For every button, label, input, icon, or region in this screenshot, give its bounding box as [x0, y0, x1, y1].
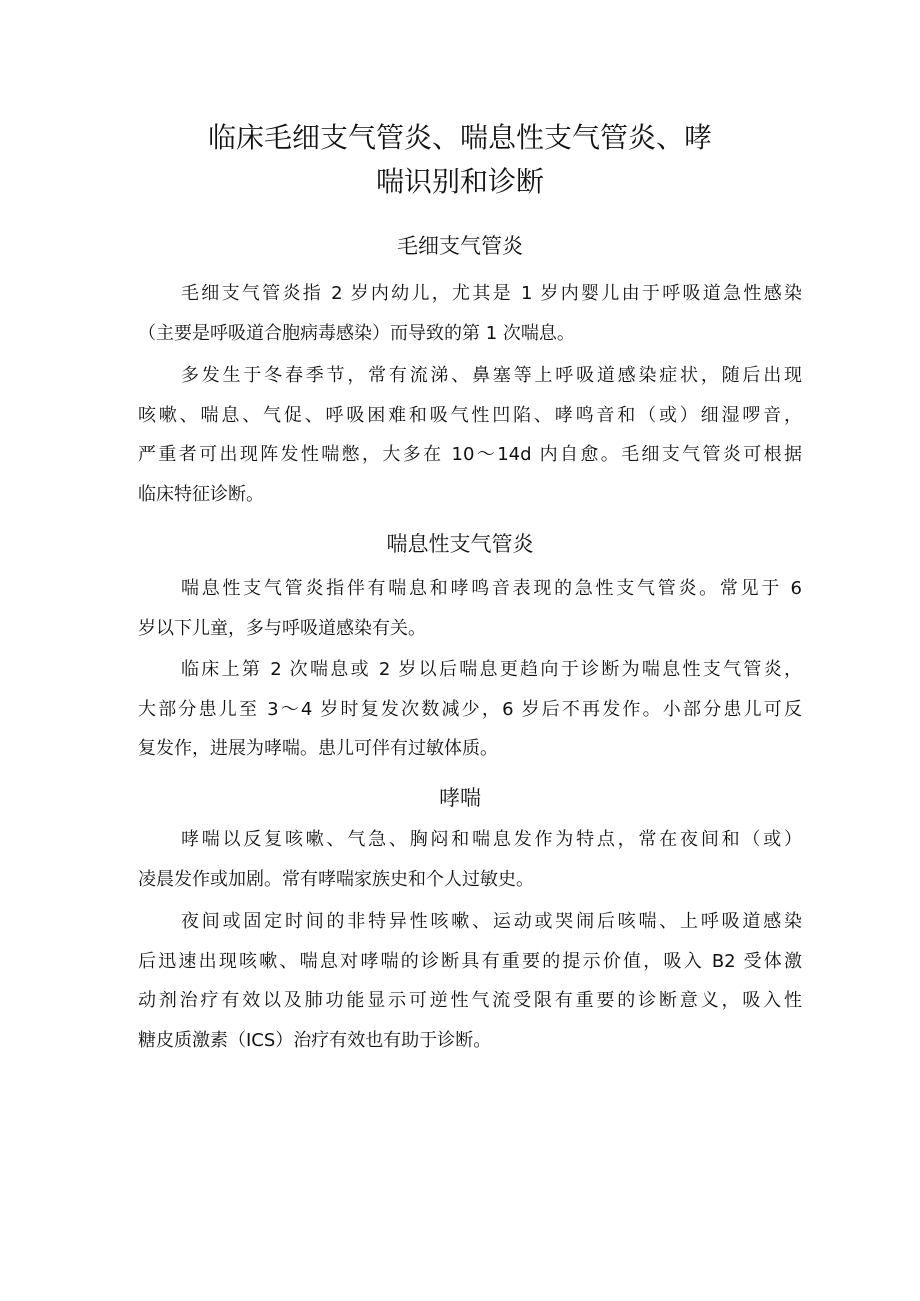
section-heading-bronchiolitis: 毛细支气管炎	[397, 234, 523, 258]
section-heading-asthma: 哮喘	[439, 786, 481, 810]
paragraph	[138, 820, 802, 899]
text-line: 夜间或固定时间的非特异性咳嗽、运动或哭闹后咳喘、上呼吸道感染	[181, 911, 802, 932]
text-line: 凌晨发作或加剧。常有哮喘家族史和个人过敏史。	[138, 868, 534, 890]
text-line: 多发生于冬春季节，常有流涕、鼻塞等上呼吸道感染症状，随后出现	[181, 365, 802, 386]
text-line: 毛细支气管炎指 2 岁内幼儿，尤其是 1 岁内婴儿由于呼吸道急性感染	[181, 283, 802, 304]
text-line: 复发作，进展为哮喘。患儿可伴有过敏体质。	[138, 738, 498, 759]
title-line: 喘识别和诊断	[375, 165, 544, 198]
paragraph	[138, 356, 802, 514]
text-line: 动剂治疗有效以及肺功能显示可逆性气流受限有重要的诊断意义，吸入性	[138, 990, 802, 1011]
paragraph	[138, 902, 802, 1060]
document-title	[0, 116, 920, 204]
text-line: 临床特征诊断。	[138, 483, 264, 505]
paragraph	[138, 569, 802, 648]
text-line: 大部分患儿至 3～4 岁时复发次数减少，6 岁后不再发作。小部分患儿可反	[138, 698, 802, 720]
paragraph	[138, 274, 802, 353]
text-line: 哮喘以反复咳嗽、气急、胸闷和喘息发作为特点，常在夜间和（或）	[181, 829, 802, 850]
text-line: 后迅速出现咳嗽、喘息对哮喘的诊断具有重要的提示价值，吸入 B2 受体激	[138, 950, 802, 972]
title-line: 临床毛细支气管炎、喘息性支气管炎、哮	[207, 121, 712, 154]
section-heading-asthmatic-bronchitis: 喘息性支气管炎	[386, 532, 534, 556]
paragraph	[138, 650, 802, 769]
text-line: 临床上第 2 次喘息或 2 岁以后喘息更趋向于诊断为喘息性支气管炎，	[181, 659, 802, 680]
text-line: （主要是呼吸道合胞病毒感染）而导致的第 1 次喘息。	[138, 322, 575, 344]
text-line: 糖皮质激素（ICS）治疗有效也有助于诊断。	[138, 1029, 492, 1051]
text-line: 咳嗽、喘息、气促、呼吸困难和吸气性凹陷、哮鸣音和（或）细湿啰音，	[138, 404, 802, 426]
text-line: 严重者可出现阵发性喘憋，大多在 10～14d 内自愈。毛细支气管炎可根据	[138, 444, 802, 465]
text-line: 岁以下儿童，多与呼吸道感染有关。	[138, 617, 426, 639]
text-line: 喘息性支气管炎指伴有喘息和哮鸣音表现的急性支气管炎。常见于 6	[181, 578, 802, 599]
